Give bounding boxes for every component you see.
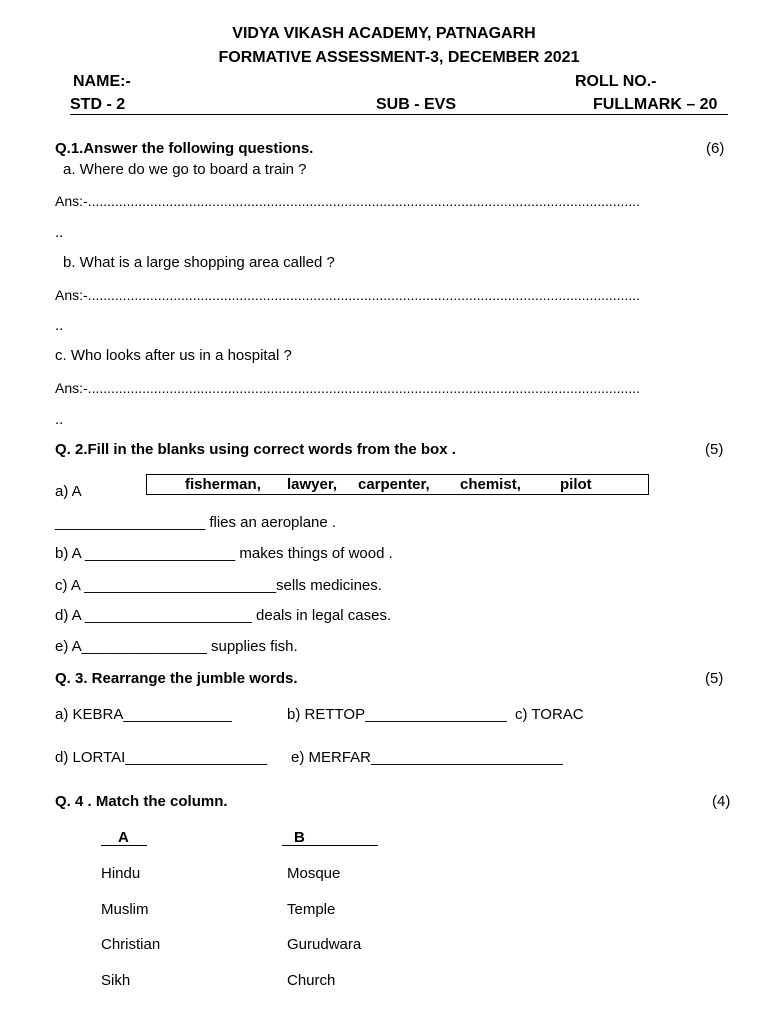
word-box-item: lawyer, — [287, 476, 338, 493]
q2-item-e: e) A_______________ supplies fish. — [55, 638, 298, 655]
q3-word-e: e) MERFAR_______________________ — [291, 749, 563, 766]
column-b-header: B — [294, 829, 305, 846]
q1-answer-line-b: Ans:-.............................................................................................................................................. — [55, 287, 641, 303]
q2-title: Q. 2.Fill in the blanks using correct words from the box . — [55, 441, 456, 458]
q1-marks: (6) — [706, 140, 725, 157]
word-box — [146, 474, 649, 495]
column-a-underline — [101, 845, 147, 846]
q3-word-d: d) LORTAI_________________ — [55, 749, 268, 766]
q1-answer-line-a: Ans:-.............................................................................................................................................. — [55, 193, 641, 209]
column-a-item: Muslim — [101, 901, 149, 918]
q2-item-c: c) A _______________________sells medicines. — [55, 577, 382, 594]
q4-title: Q. 4 . Match the column. — [55, 793, 228, 810]
column-a-item: Sikh — [101, 972, 131, 989]
q1-answer-line-c: Ans:-.............................................................................................................................................. — [55, 380, 641, 396]
fullmark-label: FULLMARK – 20 — [593, 96, 718, 113]
q3-marks: (5) — [705, 670, 724, 687]
q3-title: Q. 3. Rearrange the jumble words. — [55, 670, 298, 687]
roll-number-label: ROLL NO.- — [575, 73, 657, 90]
q2-item-b: b) A __________________ makes things of wood . — [55, 545, 393, 562]
column-b-item: Gurudwara — [287, 936, 362, 953]
column-b-item: Church — [287, 972, 336, 989]
q1-answer-cont-b: .. — [55, 317, 64, 334]
q1-question-b: b. What is a large shopping area called ? — [63, 254, 335, 271]
q3-word-c: c) TORAC — [515, 706, 584, 723]
name-label: NAME:- — [73, 73, 131, 90]
column-a-item: Hindu — [101, 865, 141, 882]
q3-word-b: b) RETTOP_________________ — [287, 706, 507, 723]
q1-question-c: c. Who looks after us in a hospital ? — [55, 347, 292, 364]
q2-item-d: d) A ____________________ deals in legal cases. — [55, 607, 392, 624]
header-underline — [70, 114, 728, 115]
column-b-item: Mosque — [287, 865, 341, 882]
exam-title: FORMATIVE ASSESSMENT-3, DECEMBER 2021 — [218, 49, 580, 66]
q1-question-a: a. Where do we go to board a train ? — [63, 161, 307, 178]
word-box-item: pilot — [560, 476, 592, 493]
column-a-header: A — [118, 829, 129, 846]
standard-label: STD - 2 — [70, 96, 126, 113]
column-a-item: Christian — [101, 936, 161, 953]
q2-item-a: __________________ flies an aeroplane . — [55, 514, 337, 531]
q1-title: Q.1.Answer the following questions. — [55, 140, 314, 157]
word-box-item: fisherman, — [185, 476, 261, 493]
school-name: VIDYA VIKASH ACADEMY, PATNAGARH — [232, 25, 536, 42]
q4-marks: (4) — [712, 793, 731, 810]
q1-answer-cont-a: .. — [55, 224, 64, 241]
q1-answer-cont-c: .. — [55, 411, 64, 428]
word-box-item: chemist, — [460, 476, 521, 493]
q2-item-a-prefix: a) A — [55, 483, 82, 500]
column-b-underline — [282, 845, 378, 846]
q2-marks: (5) — [705, 441, 724, 458]
word-box-item: carpenter, — [358, 476, 430, 493]
column-b-item: Temple — [287, 901, 336, 918]
subject-label: SUB - EVS — [376, 96, 457, 113]
q3-word-a: a) KEBRA_____________ — [55, 706, 232, 723]
